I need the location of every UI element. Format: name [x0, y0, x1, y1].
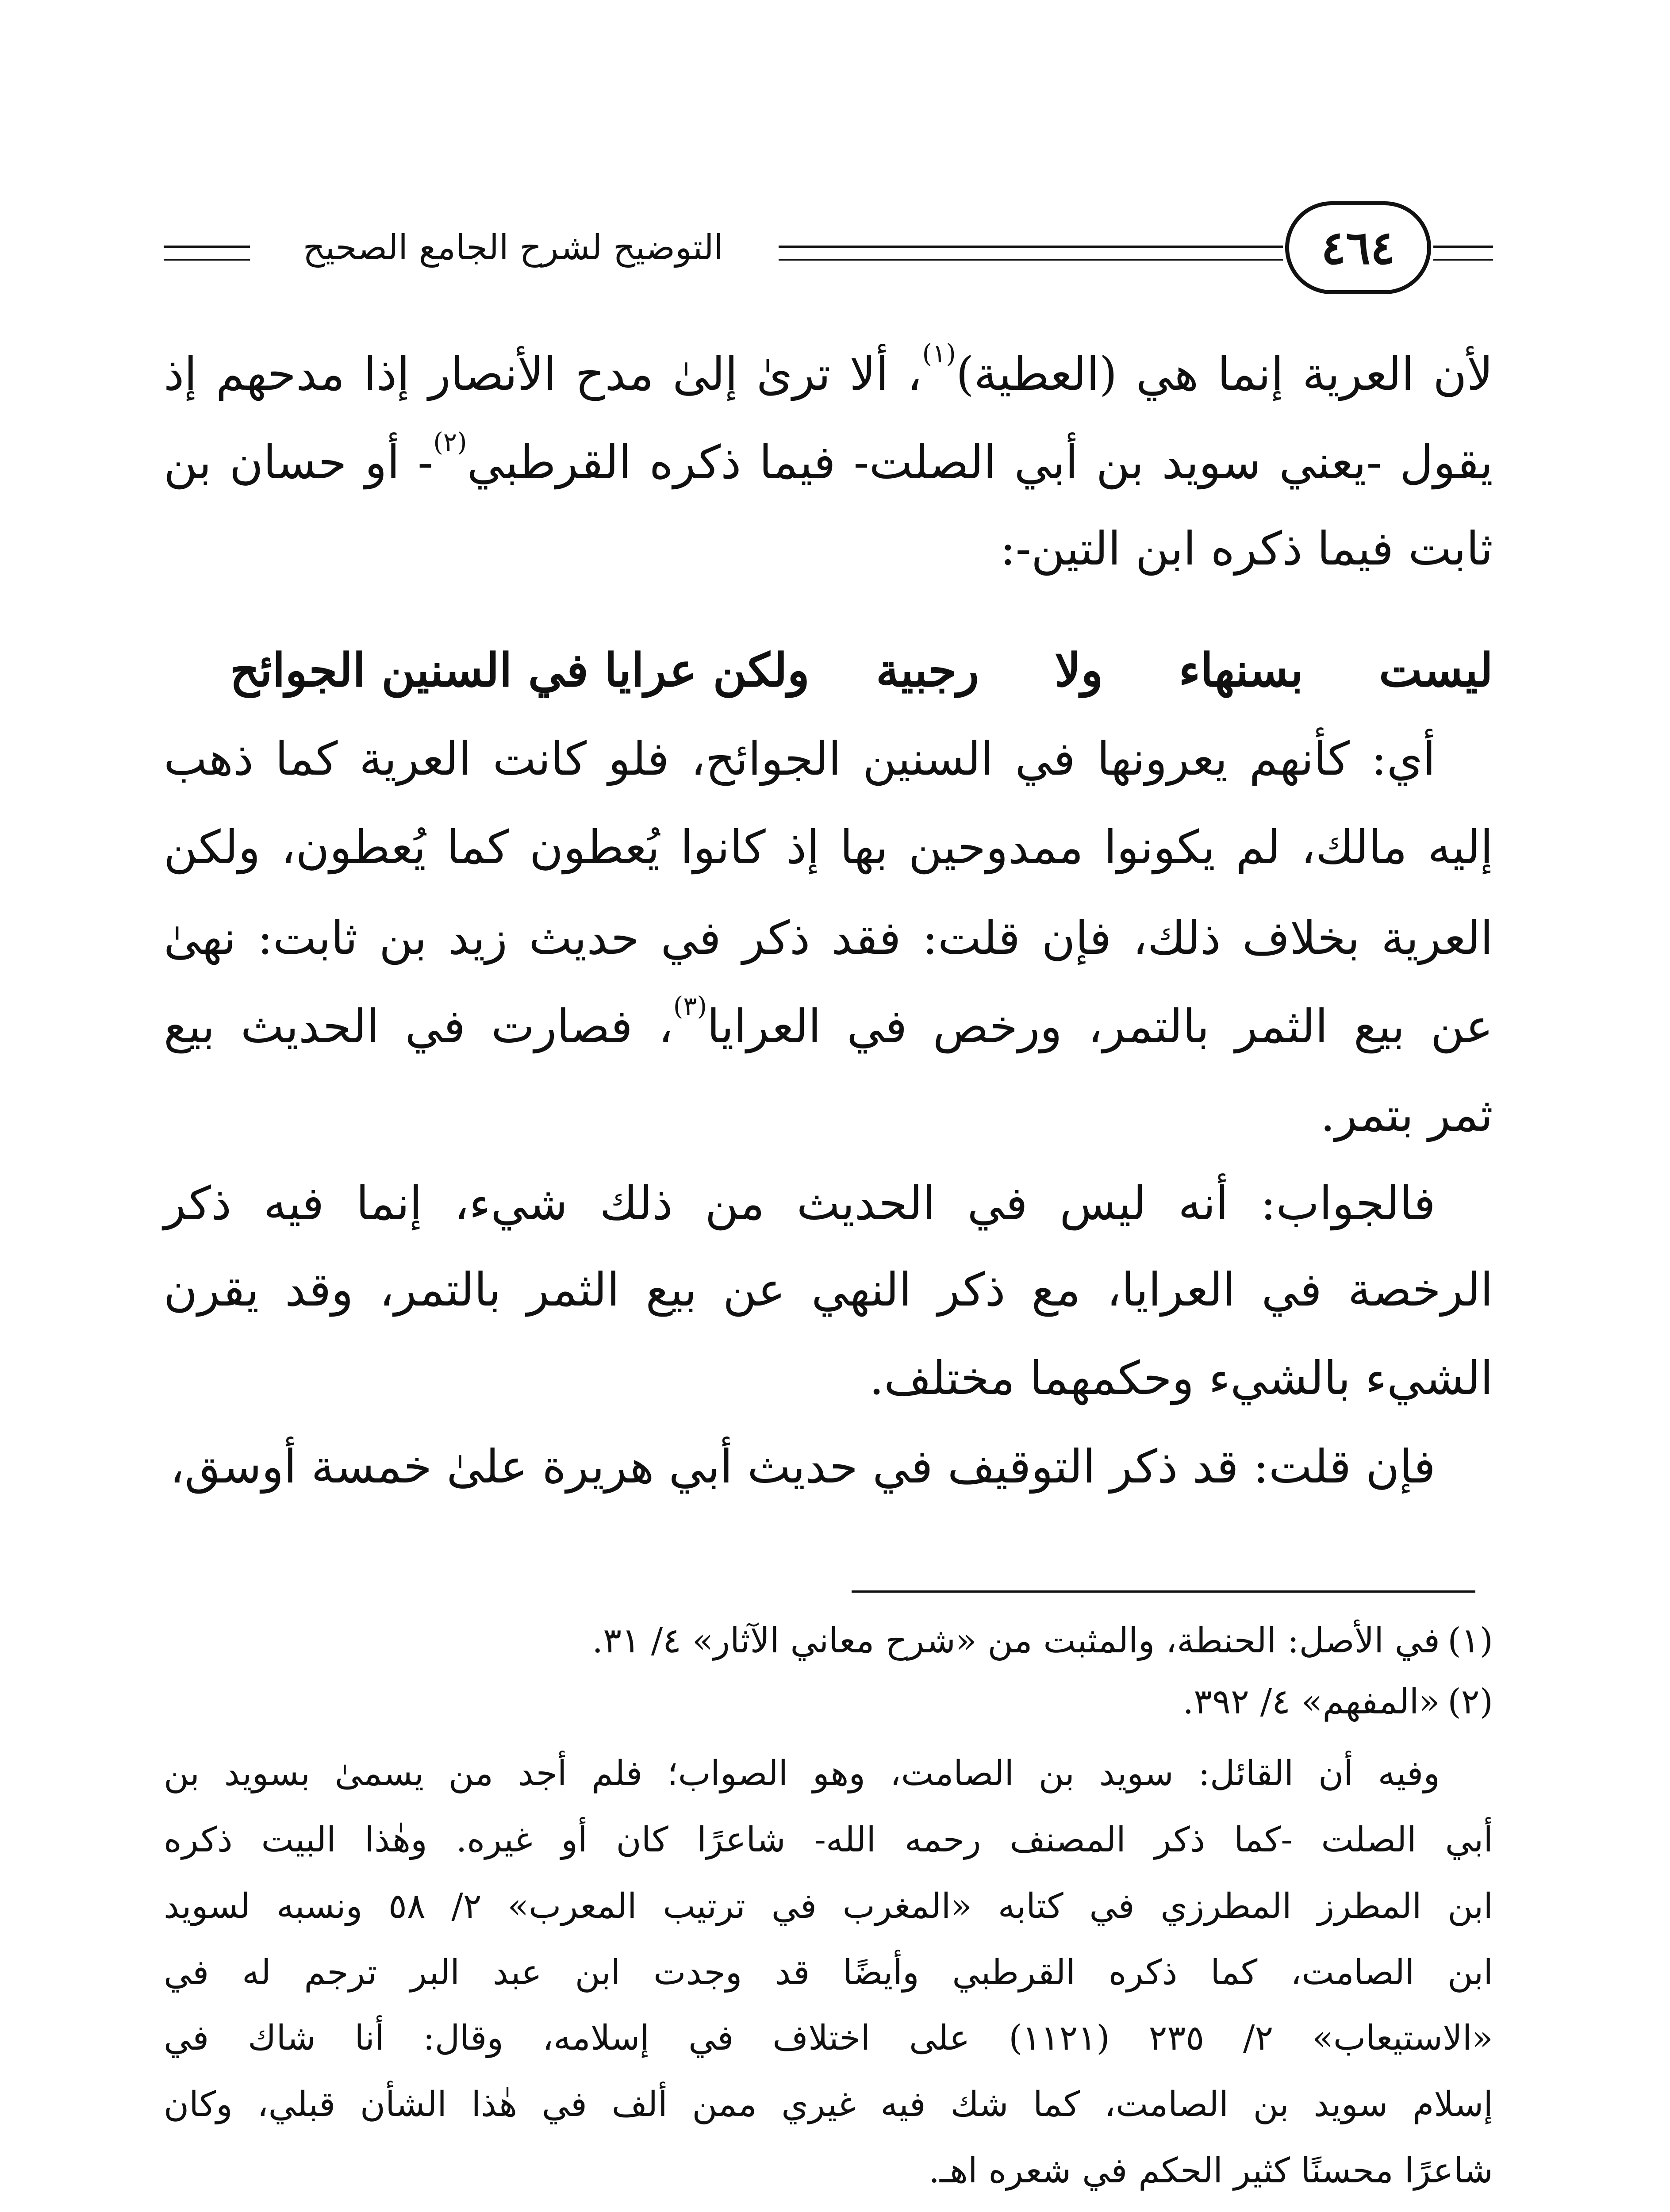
page-number-badge: [1285, 201, 1431, 294]
footnote-2-line: ابن الصامت، كما ذكره القرطبي وأيضًا قد وجدت ابن عبد البر ترجم له في: [164, 1953, 1493, 1993]
text-segment: لأن العرية إنما هي (العطية): [956, 347, 1493, 401]
footnote-2-line: ابن المطرز المطرزي في كتابه «المغرب في ترتيب المعرب» ٢/ ٥٨ ونسبه لسويد: [164, 1886, 1493, 1926]
footnote-ref-2: (٢): [433, 427, 467, 457]
footnote-ref-1: (١): [922, 338, 956, 369]
header-rule-left-top: [164, 246, 250, 248]
text-line-2: [164, 420, 1493, 504]
footnote-number-2: (٢): [1447, 1682, 1493, 1722]
footnote-2-line: إسلام سويد بن الصامت، كما شك فيه غيري ممن ألف في هٰذا الشأن قبلي، وكان: [164, 2085, 1493, 2124]
text-segment: يقول -يعني سويد بن أبي الصلت- فيما ذكره القرطبي: [467, 435, 1493, 489]
footnote-2-line: شاعرًا محسنًا كثير الحكم في شعره اهـ.: [929, 2151, 1493, 2191]
header-rule-right-bottom: [1433, 259, 1493, 261]
text-line-10: فالجواب: أنه ليس في الحديث من ذلك شيء، إنما فيه ذكر: [164, 1176, 1436, 1230]
text-line-11: الرخصة في العرايا، مع ذكر النهي عن بيع الثمر بالتمر، وقد يقرن: [164, 1263, 1493, 1317]
verse-first-hemistich: ليست بسنهاء ولا رجبية: [876, 643, 1493, 697]
footnote-ref-3: (٣): [673, 991, 707, 1021]
text-line-1: [164, 332, 1493, 416]
header-rule-left-bottom: [164, 259, 250, 261]
text-line-7: العرية بخلاف ذلك، فإن قلت: فقد ذكر في حديث زيد بن ثابت: نهىٰ: [164, 911, 1493, 965]
header-rule-right-top: [1433, 246, 1493, 248]
footnote-2-line: وفيه أن القائل: سويد بن الصامت، وهو الصواب؛ فلم أجد من يسمىٰ بسويد بن: [164, 1754, 1440, 1793]
footnote-1: في الأصل: الحنطة، والمثبت من «شرح معاني الآثار» ٤/ ٣١.: [592, 1621, 1440, 1661]
text-line-3: ثابت فيما ذكره ابن التين-:: [1000, 522, 1493, 576]
text-line-13: فإن قلت: قد ذكر التوقيف في حديث أبي هريرة علىٰ خمسة أوسق،: [169, 1440, 1436, 1494]
footnote-separator: [852, 1590, 1475, 1593]
text-segment: - أو حسان بن: [164, 435, 434, 489]
text-line-8: [164, 984, 1493, 1068]
text-segment: ، فصارت في الحديث بيع: [164, 999, 673, 1053]
text-line-9: ثمر بتمر.: [1320, 1088, 1493, 1142]
page-number: ٤٦٤: [1321, 220, 1395, 275]
text-line-12: الشيء بالشيء وحكمهما مختلف.: [869, 1351, 1493, 1405]
text-line-5: أي: كأنهم يعرونها في السنين الجوائح، فلو كانت العرية كما ذهب: [164, 732, 1436, 786]
footnote-2-line: «الاستيعاب» ٢/ ٢٣٥ (١١٢١) على اختلاف في إسلامه، وقال: أنا شاك في: [164, 2018, 1493, 2058]
footnote-2: «المفهم» ٤/ ٣٩٢.: [1182, 1682, 1440, 1722]
text-line-6: إليه مالك، لم يكونوا ممدوحين بها إذ كانوا يُعطون كما يُعطون، ولكن: [164, 820, 1493, 874]
verse-second-hemistich: ولكن عرايا في السنين الجوائح: [230, 643, 810, 697]
text-segment: ، ألا ترىٰ إلىٰ مدح الأنصار إذا مدحهم إذ: [164, 347, 922, 401]
header-rule-middle-bottom: [779, 259, 1283, 261]
running-title: التوضيح لشرح الجامع الصحيح: [303, 228, 724, 268]
footnote-2-line: أبي الصلت -كما ذكر المصنف رحمه الله- شاعرًا كان أو غيره. وهٰذا البيت ذكره: [164, 1820, 1493, 1860]
footnote-2-line: [164, 2210, 1493, 2212]
footnote-number-1: (١): [1447, 1621, 1493, 1661]
text-segment: عن بيع الثمر بالتمر، ورخص في العرايا: [707, 999, 1493, 1053]
header-rule-middle-top: [779, 246, 1283, 248]
